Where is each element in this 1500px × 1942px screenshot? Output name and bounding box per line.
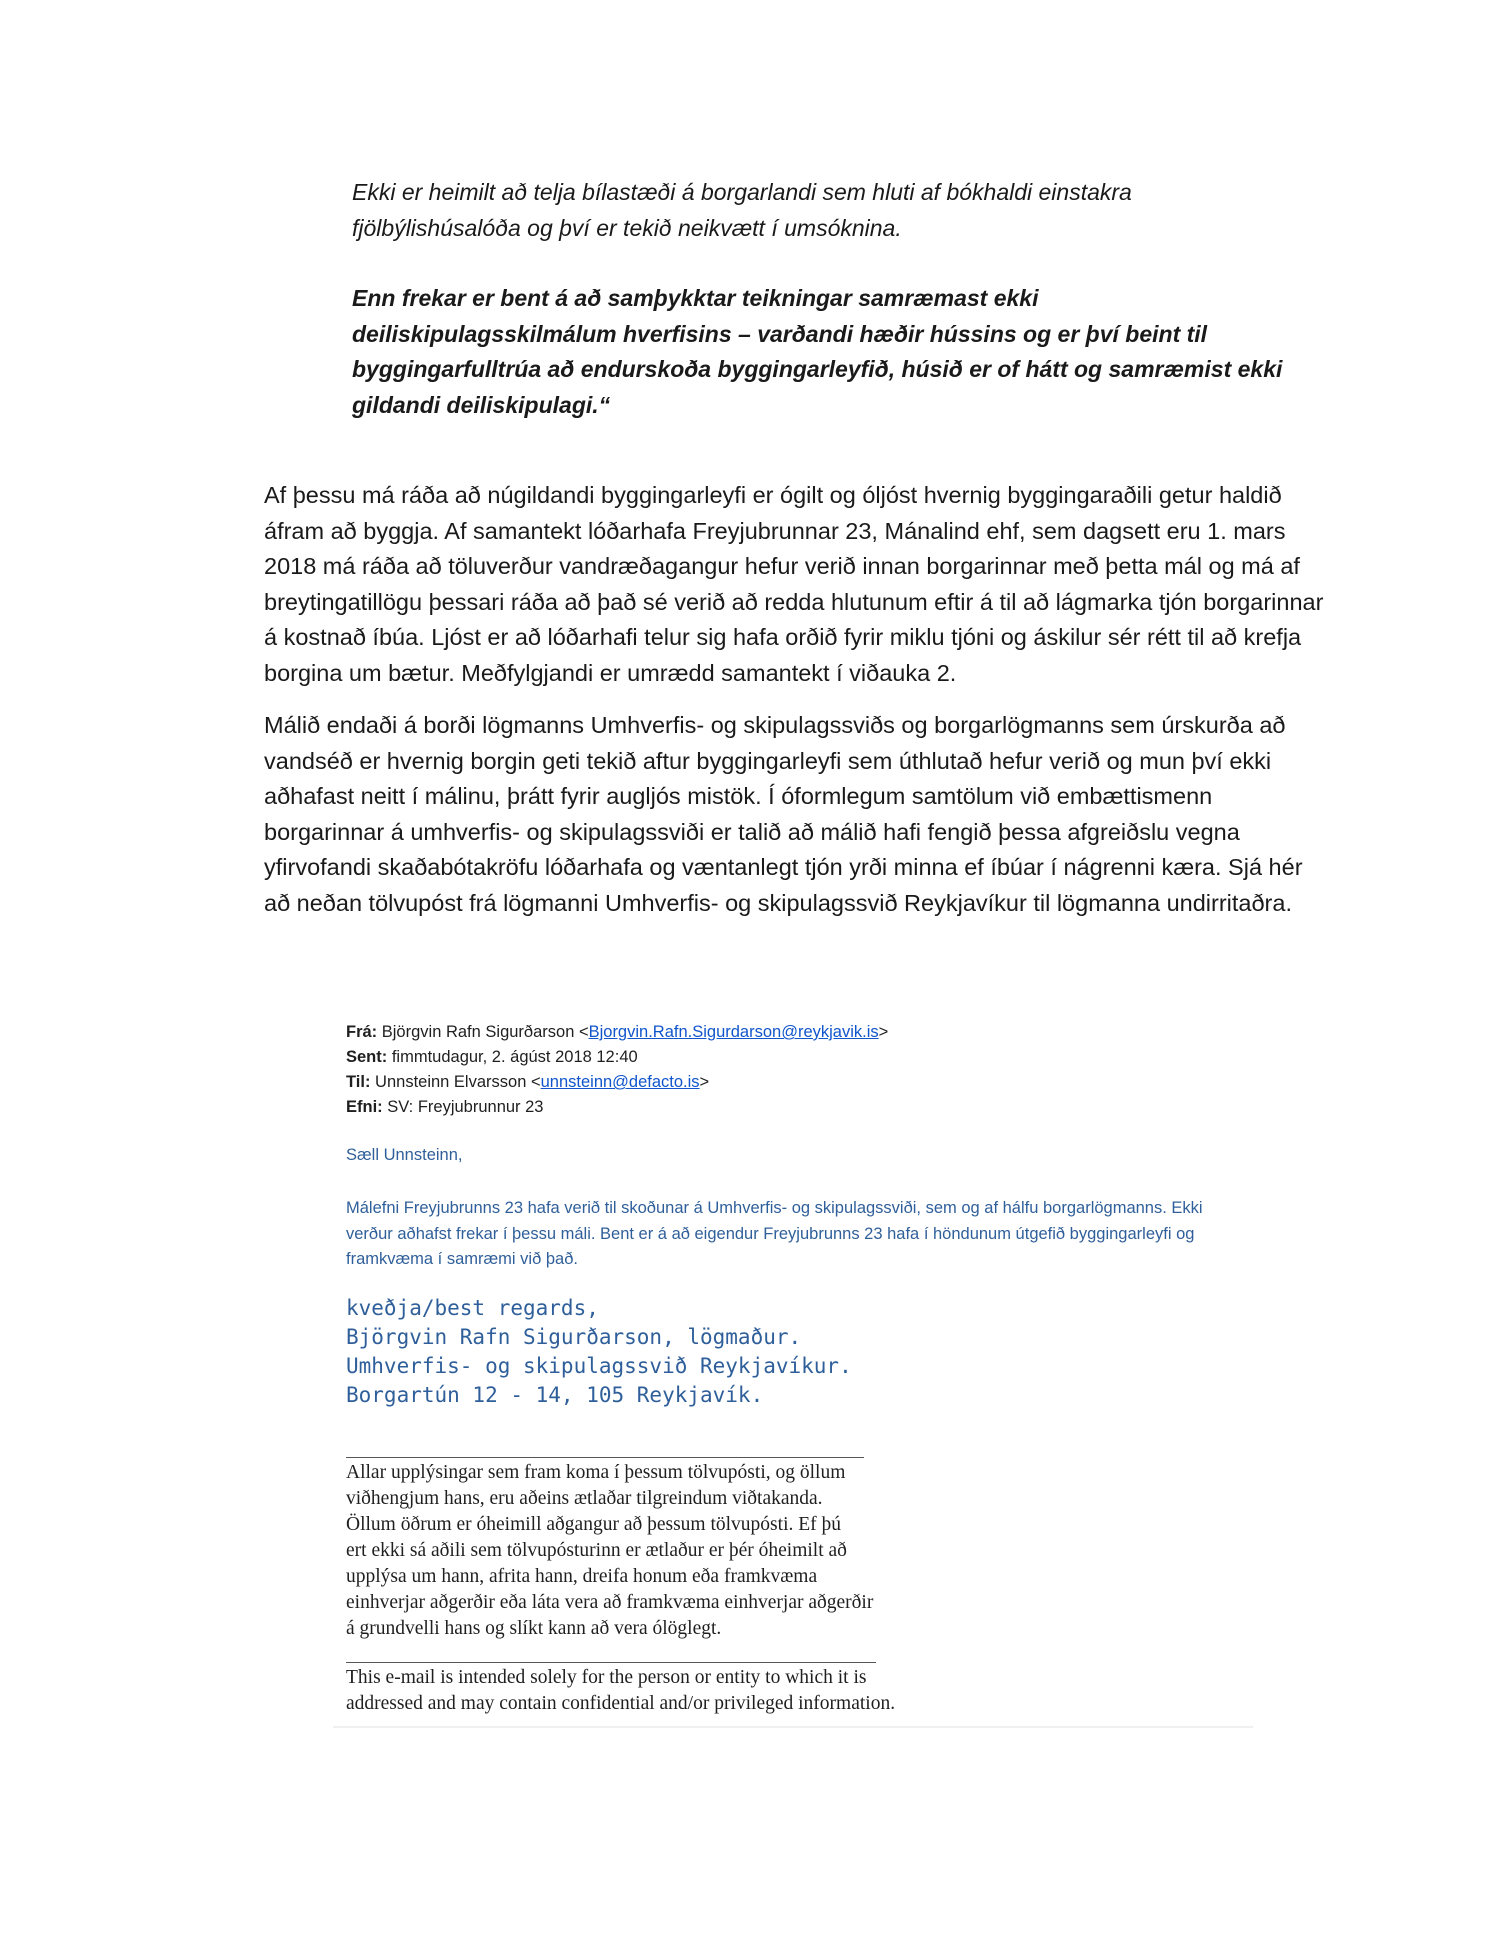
disclaimer-line: Allar upplýsingar sem fram koma í þessum tölvupósti, og öllum — [346, 1462, 846, 1483]
disclaimer-icelandic — [346, 1460, 873, 1642]
disclaimer-line: viðhengjum hans, eru aðeins ætlaðar tilgreindum viðtakanda. — [346, 1488, 823, 1509]
disclaimer-line: á grundvelli hans og slíkt kann að vera ólöglegt. — [346, 1618, 722, 1639]
signature-line: Borgartún 12 - 14, 105 Reykjavík. — [346, 1383, 764, 1407]
to-email-link[interactable]: unnsteinn@defacto.is — [540, 1073, 700, 1091]
signature-line: kveðja/best regards, — [346, 1296, 599, 1320]
disclaimer-line: Öllum öðrum er óheimill aðgangur að þessum tölvupósti. Ef þú — [346, 1514, 842, 1535]
to-name: Unnsteinn Elvarsson < — [375, 1073, 541, 1091]
email-body: Málefni Freyjubrunns 23 hafa verið til skoðunar á Umhverfis- og skipulagssviði, sem og af hálfu borgarlögmanns. Ekki verður aðhafst frekar í þessu máli. Bent er á að eigendur Freyjubrunns 23 hafa í höndunum útgefið byggingarleyfi og framkvæma í samræmi við það. — [346, 1199, 1203, 1268]
quoted-text-block — [352, 175, 1302, 423]
email-sent-row — [346, 1045, 888, 1070]
divider-line — [346, 1457, 864, 1458]
quote-paragraph-2: Enn frekar er bent á að samþykktar teikningar samræmast ekki deiliskipulagsskilmálum hverfisins – varðandi hæðir hússins og er því beint til byggingarfulltrúa að endurskoða byggingarleyfið, húsið er of hátt og samræmist ekki gildandi deiliskipulagi.“ — [352, 285, 1283, 418]
to-close: > — [699, 1073, 710, 1091]
subject-label: Efni: — [346, 1098, 383, 1116]
email-header — [346, 1020, 888, 1120]
email-screenshot — [333, 1016, 1253, 1728]
to-label: Til: — [346, 1073, 371, 1091]
signature-line: Umhverfis- og skipulagssvið Reykjavíkur. — [346, 1354, 852, 1378]
body-paragraph-2: Málið endaði á borði lögmanns Umhverfis- og skipulagssviðs og borgarlögmanns sem úrskurða að vandséð er hvernig borgin geti tekið aftur byggingarleyfi sem úthlutað hefur verið og mun því ekki aðhafast neitt í málinu, þrátt fyrir augljós mistök. Í óformlegum samtölum við embættismenn borgarinnar á umhverfis- og skipulagssviði er talið að málið hafi fengið þessa afgreiðslu vegna yfirvofandi skaðabótakröfu lóðarhafa og væntanlegt tjón yrði minna ef íbúar í nágrenni kæra. Sjá hér að neðan tölvupóst frá lögmanni Umhverfis- og skipulagssvið Reykjavíkur til lögmanna undirritaðra. — [264, 712, 1303, 916]
disclaimer-line: upplýsa um hann, afrita hann, dreifa honum eða framkvæma — [346, 1566, 818, 1587]
sent-value: fimmtudagur, 2. ágúst 2018 12:40 — [391, 1048, 638, 1066]
body-text-block — [264, 478, 1324, 921]
subject-value: SV: Freyjubrunnur 23 — [387, 1098, 544, 1116]
disclaimer-line: einhverjar aðgerðir eða láta vera að framkvæma einhverjar aðgerðir — [346, 1592, 874, 1613]
disclaimer-line: This e-mail is intended solely for the person or entity to which it is — [346, 1667, 867, 1688]
from-label: Frá: — [346, 1023, 378, 1041]
quote-paragraph-1: Ekki er heimilt að telja bílastæði á borgarlandi sem hluti af bókhaldi einstakra fjölbýlishúsalóða og því er tekið neikvætt í umsóknina. — [352, 179, 1132, 241]
signature-line: Björgvin Rafn Sigurðarson, lögmaður. — [346, 1325, 802, 1349]
email-signature — [346, 1294, 852, 1410]
sent-label: Sent: — [346, 1048, 388, 1066]
from-close: > — [878, 1023, 889, 1041]
divider-line — [346, 1662, 876, 1663]
disclaimer-english — [346, 1665, 895, 1717]
email-subject-row — [346, 1095, 888, 1120]
email-greeting: Sæll Unnsteinn, — [346, 1146, 463, 1164]
email-from-row — [346, 1020, 888, 1045]
from-name: Björgvin Rafn Sigurðarson < — [381, 1023, 589, 1041]
email-to-row — [346, 1070, 888, 1095]
from-email-link[interactable]: Bjorgvin.Rafn.Sigurdarson@reykjavik.is — [588, 1023, 879, 1041]
body-paragraph-1: Af þessu má ráða að núgildandi byggingarleyfi er ógilt og óljóst hvernig byggingaraðili getur haldið áfram að byggja. Af samantekt lóðarhafa Freyjubrunnar 23, Mánalind ehf, sem dagsett eru 1. mars 2018 má ráða að töluverður vandræðagangur hefur verið innan borgarinnar með þetta mál og má af breytingatillögu þessari ráða að það sé verið að redda hlutunum eftir á til að lágmarka tjón borgarinnar á kostnað íbúa. Ljóst er að lóðarhafi telur sig hafa orðið fyrir miklu tjóni og áskilur sér rétt til að krefja borgina um bætur. Meðfylgjandi er umrædd samantekt í viðauka 2. — [264, 482, 1324, 686]
disclaimer-line: ert ekki sá aðili sem tölvupósturinn er ætlaður er þér óheimilt að — [346, 1540, 847, 1561]
disclaimer-line: addressed and may contain confidential and/or privileged information. — [346, 1693, 896, 1714]
